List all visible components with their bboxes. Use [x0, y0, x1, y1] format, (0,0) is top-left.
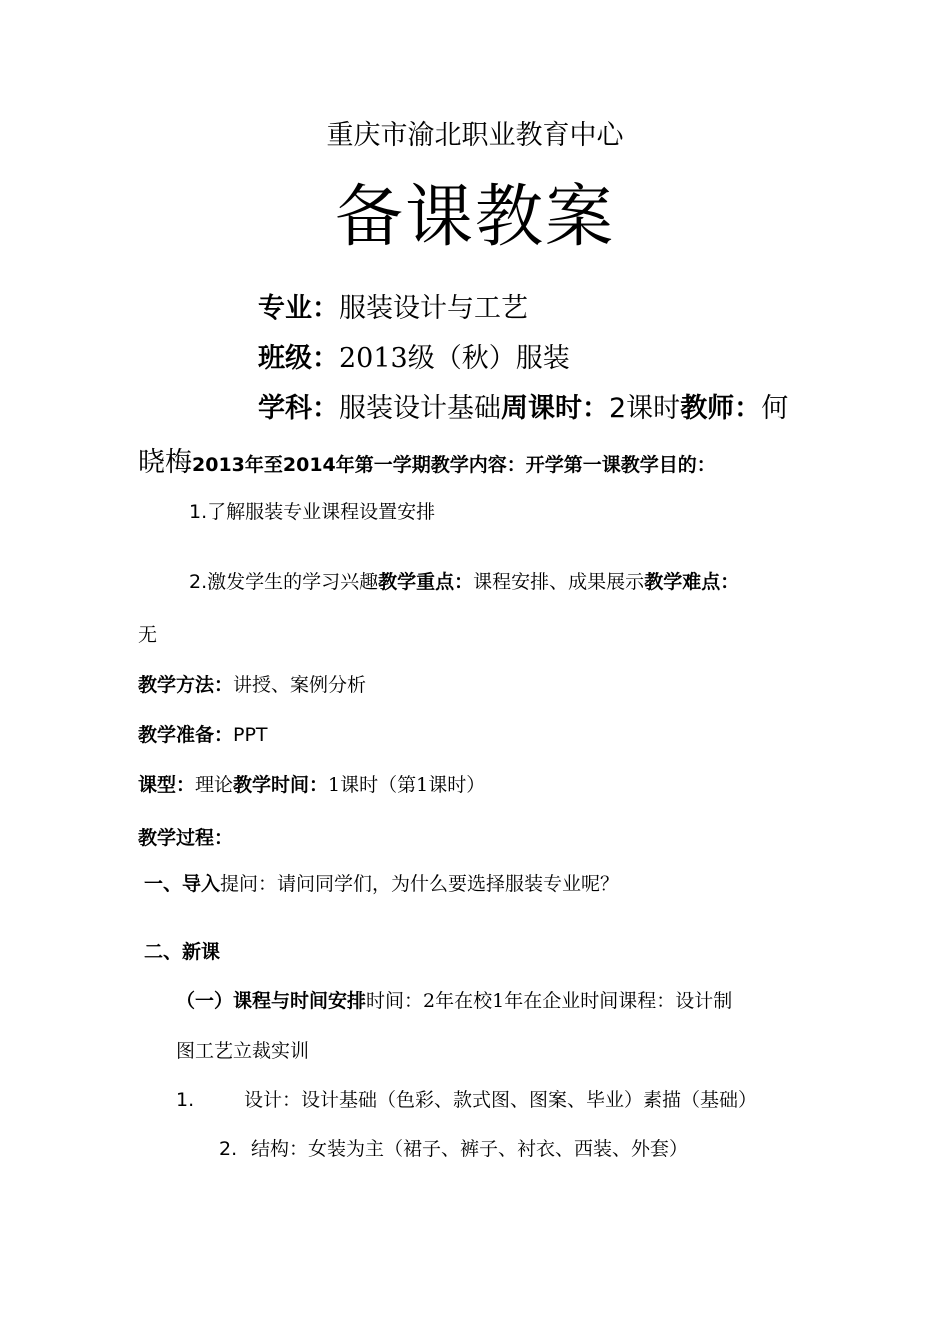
goal-item-1-text: 了解服装专业课程设置安排: [207, 501, 436, 523]
course-arrangement-text-cont: 图工艺立裁实训: [176, 1040, 310, 1062]
time-label: 教学时间：: [233, 774, 329, 796]
class-value: 2013级（秋）服装: [339, 343, 570, 374]
teacher-label: 教师：: [680, 393, 762, 424]
course-item-2: [219, 1134, 688, 1161]
subject-line: [258, 386, 788, 425]
method-label: 教学方法：: [138, 674, 234, 696]
subject-label: 学科：: [258, 393, 339, 424]
difficulty-value: 无: [138, 624, 158, 646]
goal-item-1-number: 1.: [189, 501, 208, 523]
course-arrangement-line: [176, 986, 732, 1013]
prep-label: 教学准备：: [138, 724, 234, 746]
subject-value: 服装设计基础: [339, 393, 501, 424]
method-value: 讲授、案例分析: [233, 674, 367, 696]
type-value: 理论: [195, 774, 234, 796]
course-item-1-number: 1.: [176, 1089, 195, 1111]
major-value: 服装设计与工艺: [339, 293, 528, 324]
school-name: 重庆市渝北职业教育中心: [326, 120, 624, 151]
content-value: 开学第一课: [525, 454, 621, 476]
type-line: [138, 770, 485, 797]
goal-label: 教学目的：: [620, 454, 716, 476]
course-item-2-number: 2.: [219, 1138, 238, 1160]
intro-label: 一、导入: [144, 873, 221, 895]
course-item-1: [176, 1085, 757, 1112]
weekly-hours-value: 2课时: [609, 393, 681, 424]
term-content-line: [138, 440, 716, 479]
major-label: 专业：: [258, 293, 339, 324]
time-value: 1课时（第1课时）: [328, 774, 486, 796]
prep-value: PPT: [233, 724, 268, 746]
course-item-2-text: 结构：女装为主（裙子、裤子、衬衣、西装、外套）: [251, 1138, 689, 1160]
focus-label: 教学重点：: [378, 571, 474, 593]
class-line: [258, 336, 570, 375]
teacher-value-part1: 何: [761, 393, 789, 424]
course-arrangement-label: （一）课程与时间安排: [176, 990, 367, 1012]
process-label: 教学过程：: [138, 827, 234, 849]
method-line: [138, 670, 366, 697]
goal-item-1: [189, 497, 435, 524]
teacher-value-part2: 晓梅: [138, 447, 192, 478]
document-title: 备课教案: [334, 178, 615, 257]
class-label: 班级：: [258, 343, 339, 374]
difficulty-label: 教学难点：: [644, 571, 740, 593]
intro-text: 提问：请问同学们，为什么要选择服装专业呢？: [220, 873, 620, 895]
focus-value: 课程安排、成果展示: [473, 571, 645, 593]
intro-line: [144, 869, 619, 896]
new-lesson-label: 二、新课: [144, 941, 221, 963]
prep-line: [138, 720, 268, 747]
goal-item-2-text: 激发学生的学习兴趣: [207, 571, 379, 593]
content-label: 教学内容：: [430, 454, 526, 476]
course-arrangement-text: 时间：2年在校1年在企业时间课程：设计制: [366, 990, 733, 1012]
weekly-hours-label: 周课时：: [501, 393, 609, 424]
type-label: 课型：: [138, 774, 196, 796]
major-line: [258, 286, 528, 325]
course-item-1-text: 设计：设计基础（色彩、款式图、图案、毕业）素描（基础）: [244, 1089, 758, 1111]
goal-item-2-number: 2.: [189, 571, 208, 593]
goal-item-2: [189, 567, 739, 594]
term-text: 2013年至2014年第一学期: [192, 454, 431, 476]
